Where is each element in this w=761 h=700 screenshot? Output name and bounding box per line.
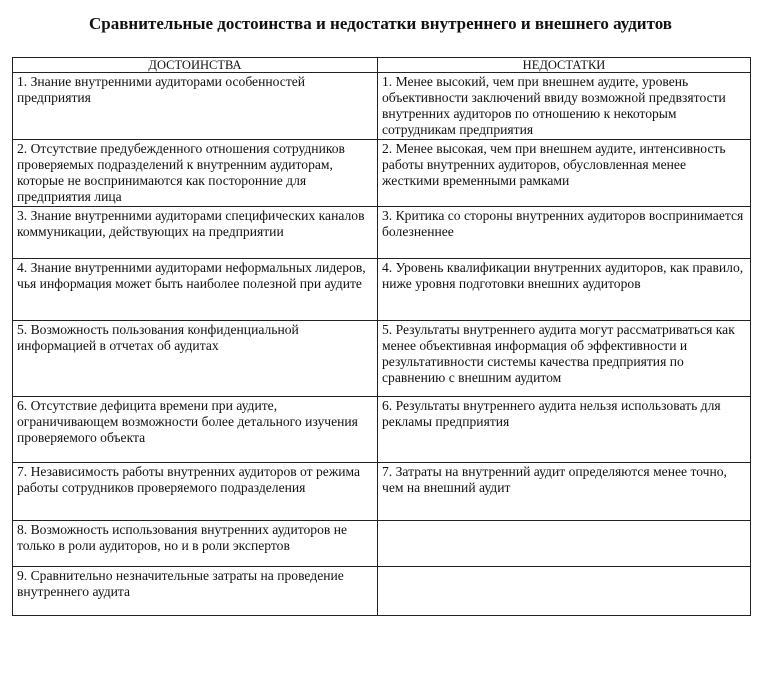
table-row	[13, 397, 751, 463]
table-row	[13, 321, 751, 397]
disadvantage-cell: 5. Результаты внутреннего аудита могут рассматриваться как менее объективная информация об эффективности и результативности системы качества предприятия по сравнению с внешним аудитом	[378, 321, 751, 397]
advantage-cell: 8. Возможность использования внутренних аудиторов не только в роли аудиторов, но и в роли экспертов	[13, 521, 378, 567]
header-disadvantages: НЕДОСТАТКИ	[378, 58, 751, 73]
advantage-cell: 9. Сравнительно незначительные затраты на проведение внутреннего аудита	[13, 567, 378, 616]
disadvantage-cell: 2. Менее высокая, чем при внешнем аудите, интенсивность работы внутренних аудиторов, обусловленная менее жесткими временными рамками	[378, 140, 751, 207]
table-row	[13, 207, 751, 259]
header-advantages: ДОСТОИНСТВА	[13, 58, 378, 73]
disadvantage-cell: 1. Менее высокий, чем при внешнем аудите, уровень объективности заключений ввиду возможной предвзятости внутренних аудиторов по отношению к некоторым сотрудникам предприятия	[378, 73, 751, 140]
disadvantage-cell	[378, 521, 751, 567]
table-row	[13, 521, 751, 567]
advantage-cell: 6. Отсутствие дефицита времени при аудите, ограничивающем возможности более детального изучения проверяемого объекта	[13, 397, 378, 463]
disadvantage-cell: 4. Уровень квалификации внутренних аудиторов, как правило, ниже уровня подготовки внешних аудиторов	[378, 259, 751, 321]
table-row	[13, 140, 751, 207]
comparison-table	[12, 57, 751, 616]
advantage-cell: 2. Отсутствие предубежденного отношения сотрудников проверяемых подразделений к внутренним аудиторам, которые не воспринимаются как посторонние для предприятия лица	[13, 140, 378, 207]
advantage-cell: 4. Знание внутренними аудиторами неформальных лидеров, чья информация может быть наиболее полезной при аудите	[13, 259, 378, 321]
page-title: Сравнительные достоинства и недостатки внутреннего и внешнего аудитов	[89, 14, 672, 33]
table-row	[13, 463, 751, 521]
advantage-cell: 7. Независимость работы внутренних аудиторов от режима работы сотрудников проверяемого подразделения	[13, 463, 378, 521]
disadvantage-cell: 7. Затраты на внутренний аудит определяются менее точно, чем на внешний аудит	[378, 463, 751, 521]
advantage-cell: 1. Знание внутренними аудиторами особенностей предприятия	[13, 73, 378, 140]
advantage-cell: 5. Возможность пользования конфиденциальной информацией в отчетах об аудитах	[13, 321, 378, 397]
disadvantage-cell	[378, 567, 751, 616]
table-header-row	[13, 58, 751, 73]
table-row	[13, 567, 751, 616]
table-row	[13, 73, 751, 140]
advantage-cell: 3. Знание внутренними аудиторами специфических каналов коммуникации, действующих на предприятии	[13, 207, 378, 259]
disadvantage-cell: 3. Критика со стороны внутренних аудиторов воспринимается болезненнее	[378, 207, 751, 259]
disadvantage-cell: 6. Результаты внутреннего аудита нельзя использовать для рекламы предприятия	[378, 397, 751, 463]
table-row	[13, 259, 751, 321]
